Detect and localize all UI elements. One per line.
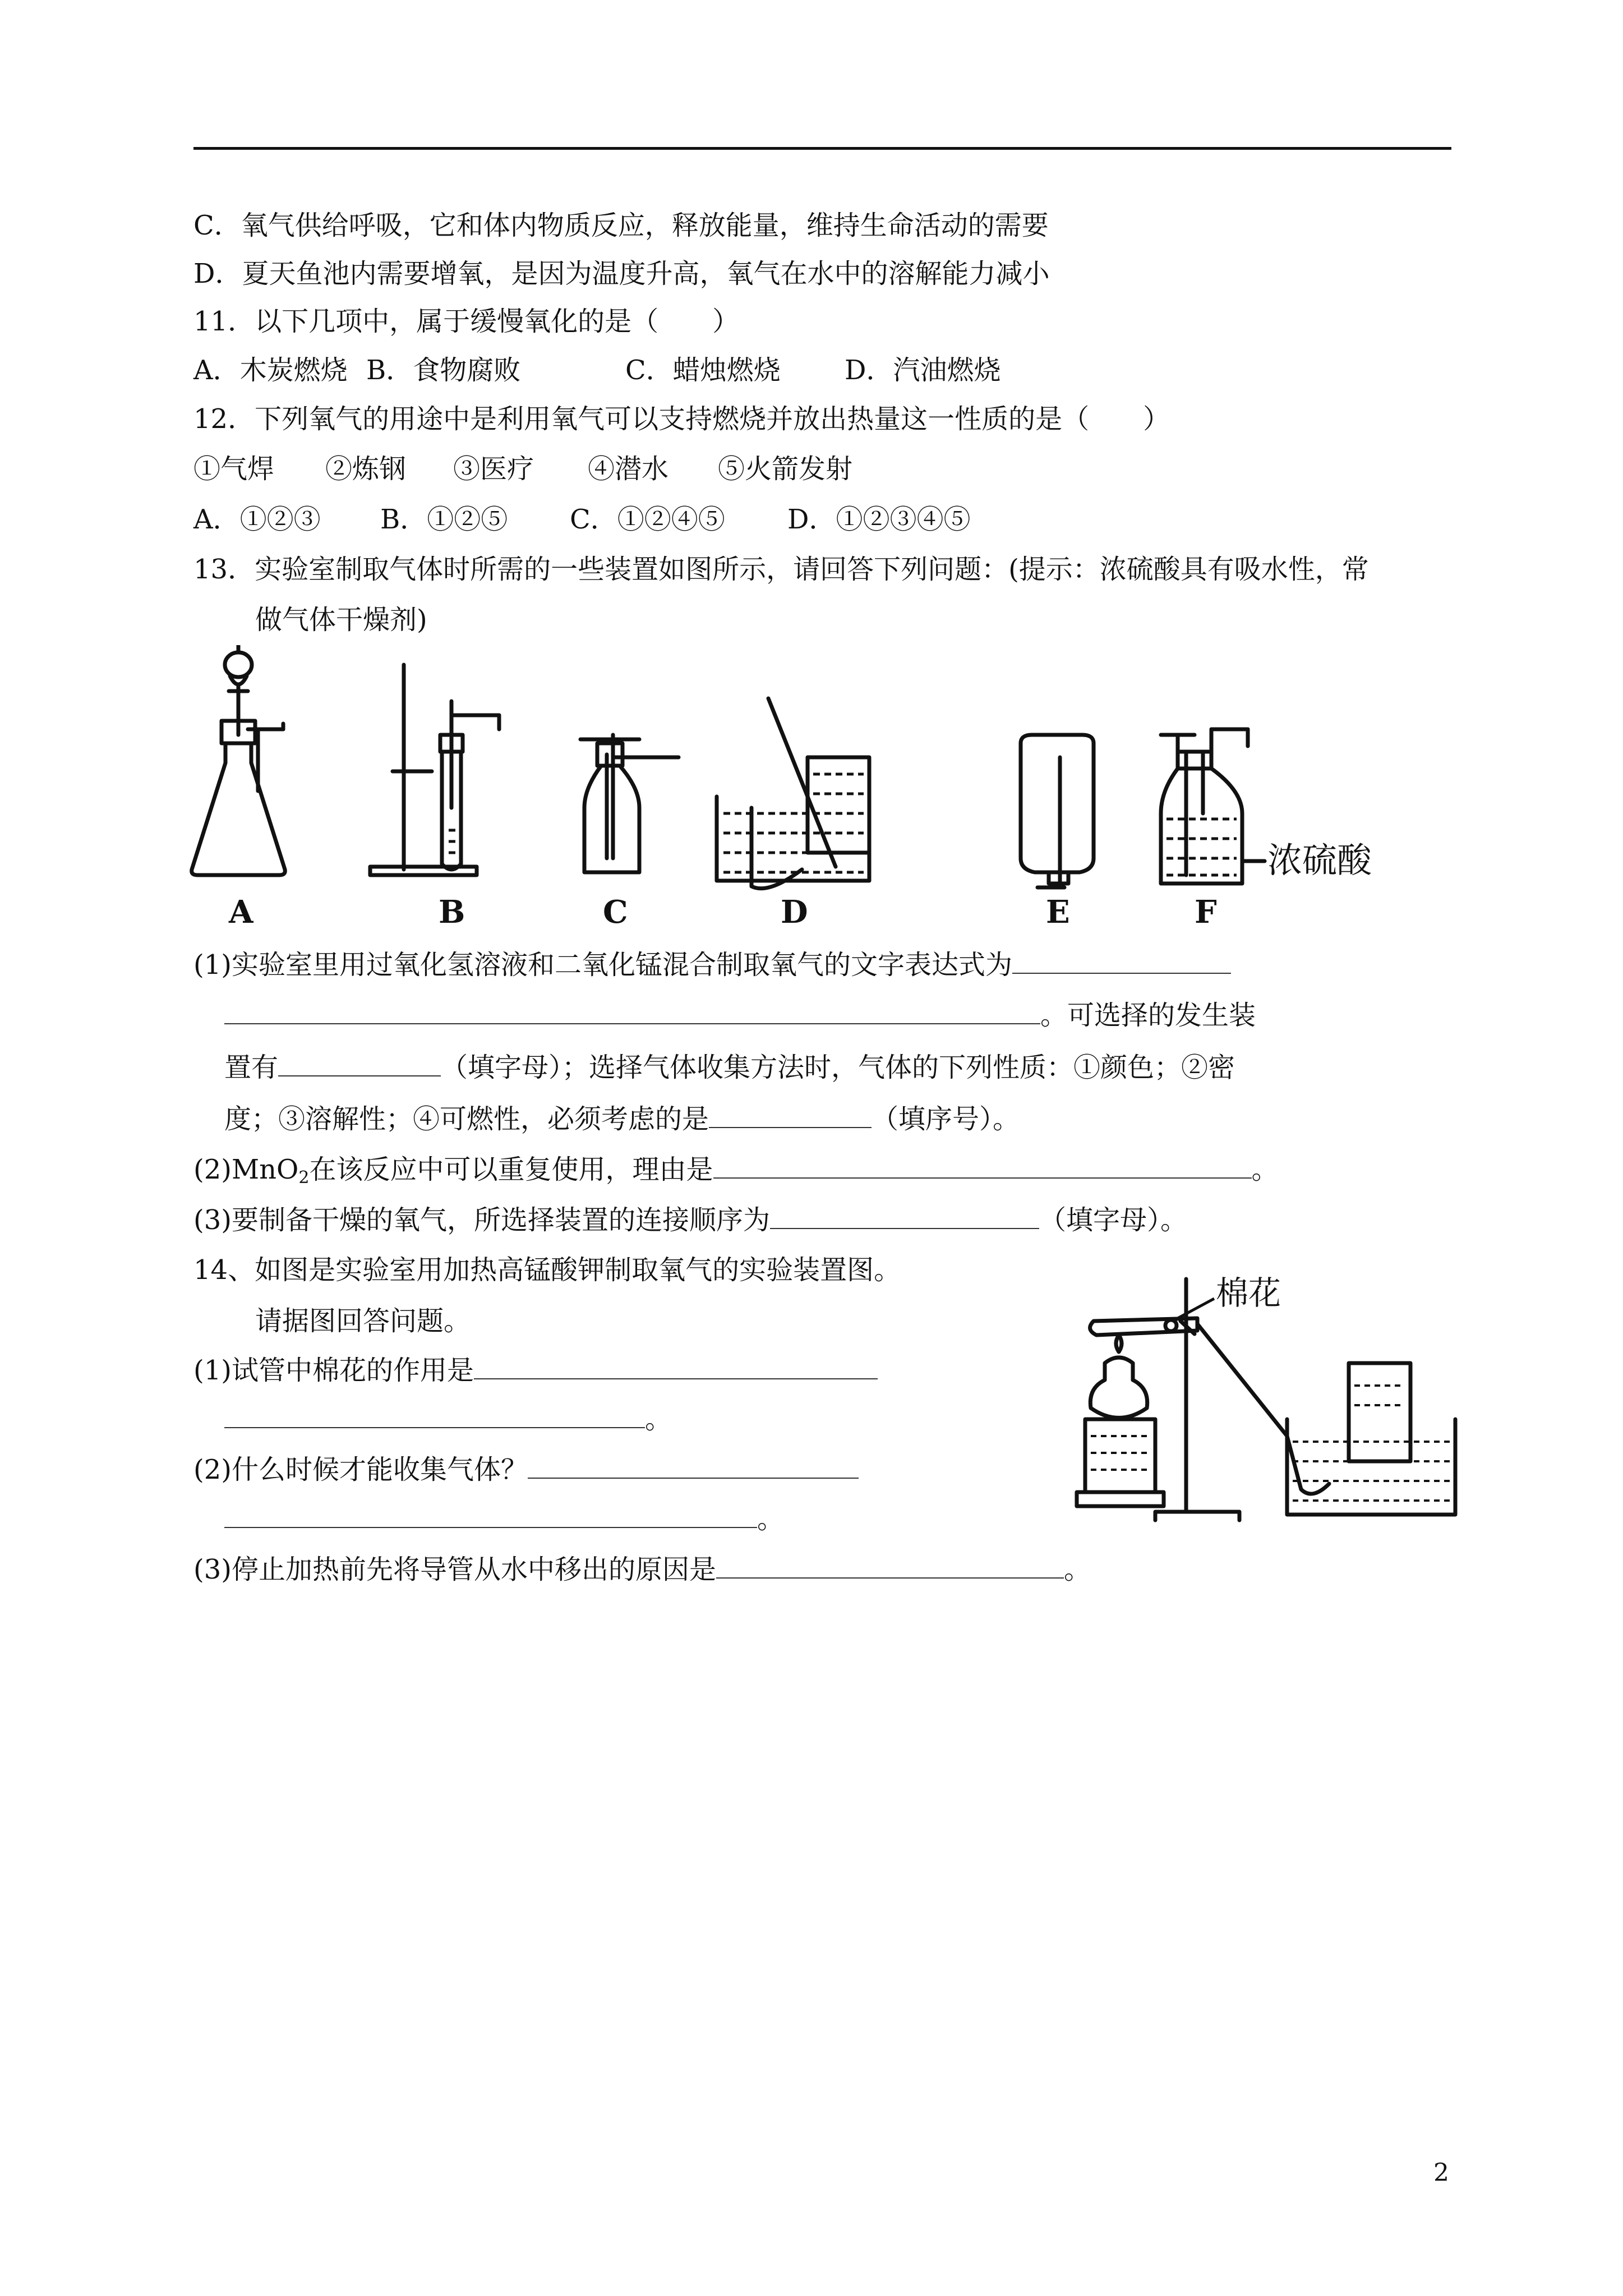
- answer-blank[interactable]: [224, 1502, 757, 1528]
- q14-part1-text: (1)试管中棉花的作用是: [193, 1355, 474, 1386]
- apparatus-c-bottle: [580, 735, 679, 872]
- answer-blank[interactable]: [1012, 948, 1231, 974]
- kmno4-apparatus-figure: [1066, 1268, 1458, 1526]
- label-c: C: [603, 894, 628, 931]
- apparatus-figure: [185, 645, 1436, 937]
- answer-blank[interactable]: [224, 999, 1040, 1024]
- q11-option-c: C．蜡烛燃烧: [625, 355, 781, 386]
- q13-part1-d1: 度；③溶解性；④可燃性，必须考虑的是: [224, 1103, 709, 1135]
- q13-part2-text: 在该反应中可以重复使用，理由是: [309, 1154, 713, 1185]
- q13-part1-text: (1)实验室里用过氧化氢溶液和二氧化锰混合制取氧气的文字表达式为: [193, 949, 1012, 981]
- label-d: D: [781, 894, 808, 931]
- q14-part1-line2: [224, 1402, 672, 1436]
- answer-blank[interactable]: [713, 1153, 1252, 1179]
- apparatus-a-flask: [192, 645, 285, 875]
- q11-option-b: B．食物腐败: [366, 355, 521, 386]
- q12-use-1: ①气焊: [193, 453, 275, 485]
- q12-option-d: D．①②③④⑤: [787, 504, 971, 535]
- q14-part2-text: (2)什么时候才能收集气体？: [193, 1454, 528, 1485]
- q13-part1-c1: 置有: [224, 1052, 279, 1083]
- answer-blank[interactable]: [474, 1354, 878, 1379]
- q12-use-3: ③医疗: [453, 453, 534, 485]
- q12-stem: 12．下列氧气的用途中是利用氧气可以支持燃烧并放出热量这一性质的是（ ）: [193, 403, 1170, 435]
- q14-part1-end: 。: [645, 1404, 672, 1435]
- answer-blank[interactable]: [770, 1203, 1039, 1229]
- q14-part3-text: (3)停止加热前先将导管从水中移出的原因是: [193, 1554, 716, 1585]
- q13-part1-tail: 。可选择的发生装: [1040, 1000, 1256, 1031]
- cotton-label: 棉花: [1216, 1274, 1281, 1312]
- label-b: B: [439, 894, 465, 931]
- q13-part1-line3: [224, 1051, 1235, 1084]
- q14-part3: [193, 1553, 1091, 1586]
- apparatus-f-washbottle: [1161, 729, 1265, 884]
- option-c-prev: C．氧气供给呼吸，它和体内物质反应，释放能量，维持生命活动的需要: [193, 210, 1049, 241]
- apparatus-d-trough: [717, 698, 869, 889]
- q12-use-4: ④潜水: [588, 453, 669, 485]
- subscript: 2: [298, 1168, 310, 1188]
- q12-option-b: B．①②⑤: [380, 504, 508, 535]
- answer-blank[interactable]: [716, 1553, 1064, 1579]
- q13-part2-end: 。: [1251, 1154, 1279, 1185]
- q13-part2: [193, 1153, 1279, 1186]
- q13-part3-text: (3)要制备干燥的氧气，所选择装置的连接顺序为: [193, 1204, 770, 1236]
- q13-part3: [193, 1203, 1187, 1237]
- q13-part1-line2: [224, 999, 1256, 1032]
- q13-part1-line4: [224, 1102, 1020, 1136]
- header-rule: [193, 147, 1451, 150]
- q11-option-d: D．汽油燃烧: [845, 355, 1001, 386]
- q12-use-2: ②炼钢: [325, 453, 407, 485]
- q13-stem-line1: 13．实验室制取气体时所需的一些装置如图所示，请回答下列问题：(提示：浓硫酸具有吸水性，常: [193, 554, 1369, 585]
- option-d-prev: D．夏天鱼池内需要增氧，是因为温度升高，氧气在水中的溶解能力减小: [193, 258, 1050, 289]
- page-number: 2: [1433, 2159, 1449, 2187]
- q13-part1-d2: （填序号）。: [872, 1103, 1020, 1135]
- q11-stem: 11．以下几项中，属于缓慢氧化的是（ ）: [193, 306, 740, 337]
- q12-option-c: C．①②④⑤: [570, 504, 725, 535]
- q14-part2-line1: [193, 1453, 859, 1487]
- apparatus-e-bottle: [1021, 735, 1094, 887]
- q14-stem-line2: 请据图回答问题。: [255, 1305, 471, 1337]
- q11-option-a: A．木炭燃烧: [193, 355, 348, 386]
- q12-option-a: A．①②③: [193, 504, 321, 535]
- q14-part1-line1: [193, 1354, 878, 1387]
- q14-part3-end: 。: [1064, 1554, 1091, 1585]
- q13-part3-tail: （填字母）。: [1039, 1204, 1188, 1236]
- q13-part1-line1: [193, 948, 1231, 982]
- q14-stem-line1: 14、如图是实验室用加热高锰酸钾制取氧气的实验装置图。: [193, 1254, 901, 1286]
- q13-part1-c2: （填字母）；选择气体收集方法时，气体的下列性质：①颜色；②密: [441, 1052, 1235, 1083]
- answer-blank[interactable]: [528, 1453, 859, 1479]
- q14-part2-end: 。: [757, 1503, 785, 1535]
- answer-blank[interactable]: [278, 1051, 441, 1076]
- label-f: F: [1195, 894, 1217, 931]
- answer-blank[interactable]: [224, 1402, 645, 1428]
- q13-part2-pre: (2)MnO: [193, 1154, 299, 1185]
- apparatus-b-stand: [370, 665, 499, 875]
- q14-part2-line2: [224, 1502, 784, 1536]
- answer-blank[interactable]: [709, 1102, 872, 1128]
- q13-stem-line2: 做气体干燥剂): [255, 604, 427, 636]
- label-e: E: [1046, 894, 1070, 931]
- q12-use-5: ⑤火箭发射: [718, 453, 853, 485]
- acid-label: 浓硫酸: [1267, 840, 1372, 881]
- label-a: A: [229, 894, 253, 931]
